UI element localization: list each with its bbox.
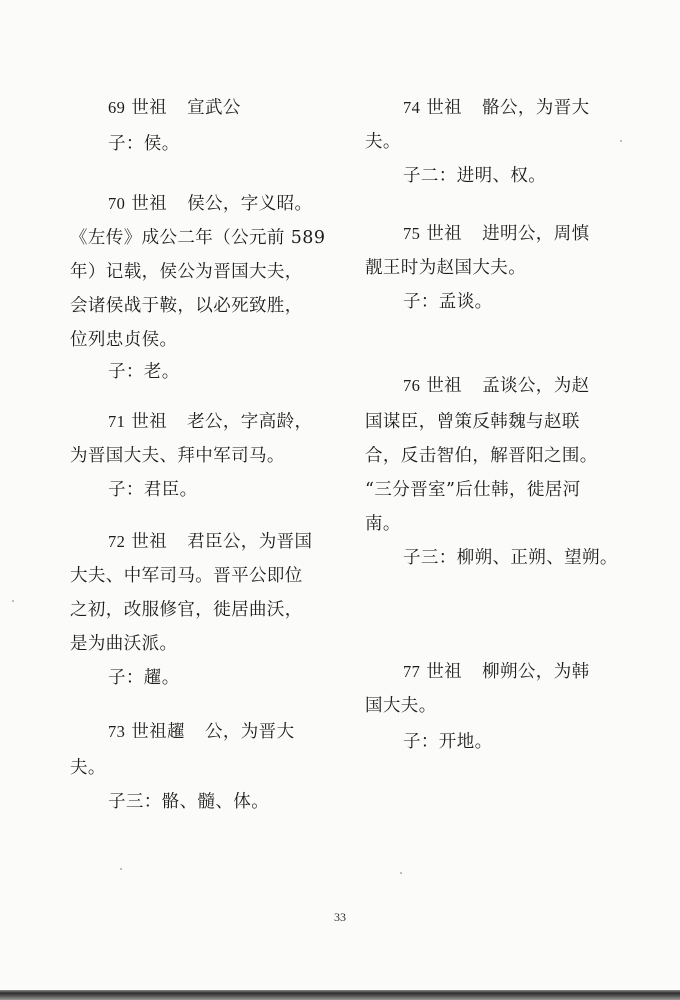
ancestor-title: 柳朔公，为韩 <box>482 662 590 682</box>
entry-heading <box>403 660 590 684</box>
son-line: 子：老。 <box>108 362 180 382</box>
generation-number: 76 <box>403 376 421 395</box>
body-line: 之初，改服修官，徙居曲沃， <box>70 600 303 620</box>
body-line: 为晋国大夫、拜中军司马。 <box>70 446 285 466</box>
son-line: 子二：进明、权。 <box>403 166 547 186</box>
son-line: 子：开地。 <box>403 732 493 752</box>
ancestor-title: 进明公，周慎 <box>482 224 590 244</box>
body-line: 夫。 <box>70 758 106 778</box>
entry-heading <box>108 410 312 434</box>
generation-number: 70 <box>108 194 126 213</box>
generation-label: 世祖 <box>426 224 463 244</box>
son-line: 子：孟谈。 <box>403 292 493 312</box>
body-line: 靓王时为赵国大夫。 <box>365 258 527 278</box>
body-line: 合，反击智伯，解晋阳之围。 <box>365 446 598 466</box>
body-line: 会诸侯战于鞍，以必死致胜， <box>70 296 303 316</box>
body-line: 年）记载，侯公为晋国大夫， <box>70 262 303 282</box>
body-line: “三分晋室”后仕韩，徙居河 <box>365 480 581 500</box>
body-line: 国大夫。 <box>365 696 437 716</box>
generation-number: 75 <box>403 224 421 243</box>
generation-number: 73 <box>108 722 126 741</box>
son-line: 子：君臣。 <box>108 480 198 500</box>
page-number: 33 <box>334 910 346 924</box>
ancestor-title: 公，为晋大 <box>204 722 295 742</box>
body-line: 是为曲沃派。 <box>70 634 178 654</box>
generation-label: 世祖 <box>131 194 168 214</box>
son-line: 子：趯。 <box>108 668 180 688</box>
ancestor-title: 老公，字高龄， <box>187 412 313 432</box>
generation-number: 74 <box>403 98 421 117</box>
ancestor-title: 骼公，为晋大 <box>482 98 590 118</box>
body-line: 位列忠贞侯。 <box>70 330 178 350</box>
generation-number: 69 <box>108 98 126 117</box>
body-line: 《左传》成公二年（公元前 589 <box>70 228 326 248</box>
entry-heading <box>403 374 590 398</box>
son-line: 子三：柳朔、正朔、望朔。 <box>403 548 618 568</box>
generation-number: 71 <box>108 412 126 431</box>
body-line: 夫。 <box>365 132 401 152</box>
son-line: 子：侯。 <box>108 134 180 154</box>
body-line: 国谋臣，曾策反韩魏与赵联 <box>365 412 580 432</box>
generation-label: 世祖趯 <box>131 722 185 742</box>
scan-speck <box>400 872 402 874</box>
generation-label: 世祖 <box>426 662 463 682</box>
scan-speck <box>120 868 122 870</box>
generation-number: 77 <box>403 662 421 681</box>
scan-speck <box>12 600 14 602</box>
scan-speck <box>620 140 622 142</box>
ancestor-title: 侯公，字义昭。 <box>187 194 313 214</box>
generation-number: 72 <box>108 532 126 551</box>
entry-heading <box>403 96 590 120</box>
entry-heading <box>108 192 312 216</box>
entry-heading <box>403 222 590 246</box>
generation-label: 世祖 <box>426 98 463 118</box>
generation-label: 世祖 <box>426 376 463 396</box>
generation-label: 世祖 <box>131 412 168 432</box>
scan-edge-border <box>0 990 680 1000</box>
ancestor-title: 孟谈公，为赵 <box>482 376 590 396</box>
ancestor-title: 宣武公 <box>187 98 241 118</box>
son-line: 子三：骼、髓、体。 <box>108 792 270 812</box>
entry-heading <box>108 720 294 744</box>
body-line: 大夫、中军司马。晋平公即位 <box>70 566 303 586</box>
entry-heading <box>108 530 312 554</box>
entry-heading <box>108 96 241 120</box>
generation-label: 世祖 <box>131 532 168 552</box>
ancestor-title: 君臣公，为晋国 <box>187 532 313 552</box>
body-line: 南。 <box>365 514 401 534</box>
generation-label: 世祖 <box>131 98 168 118</box>
